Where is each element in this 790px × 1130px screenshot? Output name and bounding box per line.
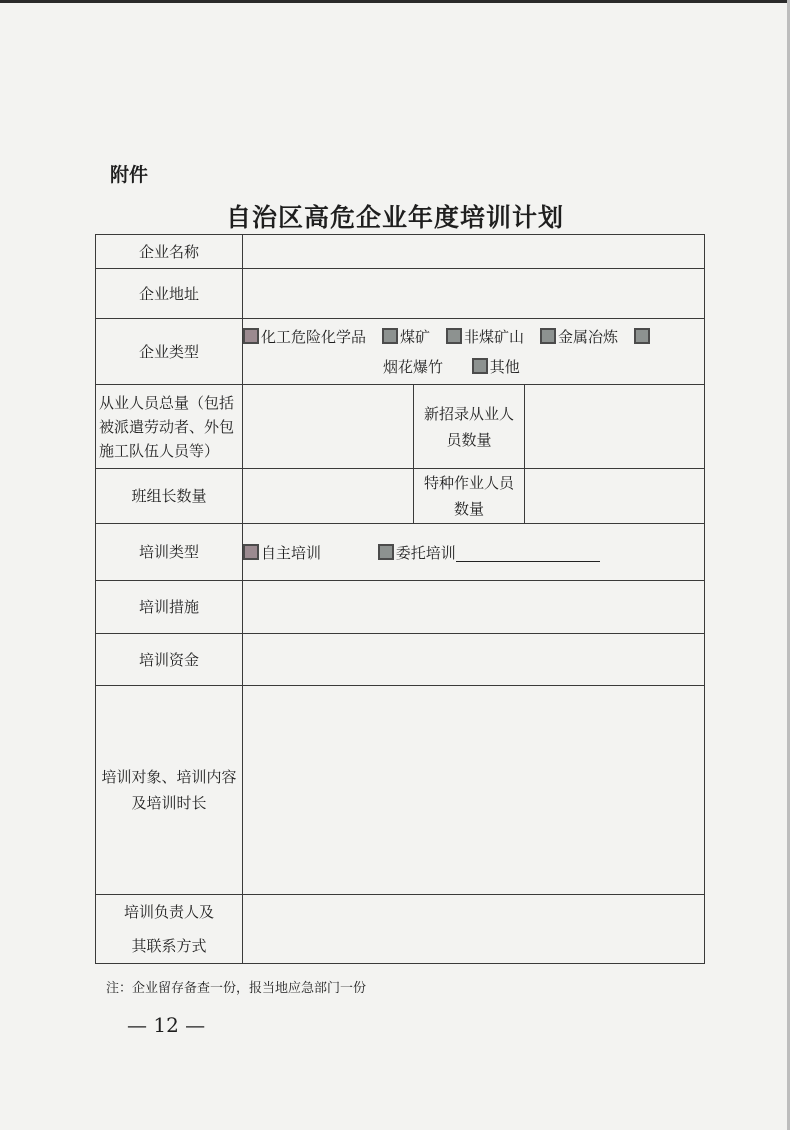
special-ops-field[interactable]	[525, 469, 705, 524]
new-staff-line-1: 新招录从业人	[423, 404, 514, 423]
document-title: 自治区高危企业年度培训计划	[225, 203, 564, 232]
company-address-label: 企业地址	[96, 269, 243, 319]
training-measures-label: 培训措施	[96, 581, 243, 634]
option-chemical[interactable]	[243, 322, 366, 352]
option-fireworks-checkbox[interactable]	[634, 322, 652, 352]
new-staff-label	[414, 385, 525, 469]
training-content-line-2: 及培训时长	[131, 794, 207, 812]
checkbox-icon[interactable]	[378, 544, 394, 560]
total-staff-label	[96, 385, 243, 469]
company-name-field[interactable]	[243, 235, 705, 269]
footnote: 注：企业留存备查一份，报当地应急部门一份	[106, 981, 367, 996]
option-label: 非煤矿山	[464, 327, 525, 346]
entrusted-party-blank[interactable]	[456, 545, 600, 562]
checkbox-icon[interactable]	[472, 358, 488, 374]
company-type-options	[243, 319, 705, 385]
person-in-charge-line-1: 培训负责人及	[123, 903, 214, 921]
company-address-field[interactable]	[243, 269, 705, 319]
option-other[interactable]	[472, 358, 520, 376]
training-funds-label: 培训资金	[96, 634, 243, 686]
option-non-coal-mine[interactable]	[446, 322, 524, 352]
option-self-training[interactable]	[243, 544, 321, 562]
option-label: 煤矿	[400, 327, 431, 346]
option-label: 委托培训	[395, 543, 456, 562]
training-content-label	[96, 686, 243, 895]
team-leader-field[interactable]	[243, 469, 414, 524]
new-staff-line-2: 员数量	[446, 430, 492, 449]
total-staff-field[interactable]	[243, 385, 414, 469]
option-fireworks-label: 烟花爆竹	[383, 357, 444, 376]
person-in-charge-label	[96, 895, 243, 964]
special-ops-label	[414, 469, 525, 524]
scan-top-edge	[0, 0, 790, 3]
row-company-type	[96, 319, 705, 385]
training-type-options	[243, 524, 705, 581]
option-metallurgy[interactable]	[540, 322, 618, 352]
row-training-type	[96, 524, 705, 581]
row-training-measures	[96, 581, 705, 634]
checkbox-icon[interactable]	[243, 328, 259, 344]
row-company-address	[96, 269, 705, 319]
total-staff-line-1: 从业人员总量（包括	[99, 393, 235, 412]
checkbox-icon[interactable]	[540, 328, 556, 344]
row-company-name	[96, 235, 705, 269]
row-training-content	[96, 686, 705, 895]
special-ops-line-2: 数量	[453, 500, 484, 518]
option-label: 自主培训	[261, 543, 322, 562]
person-in-charge-line-2: 其联系方式	[131, 937, 207, 955]
person-in-charge-field[interactable]	[243, 895, 705, 964]
company-name-label: 企业名称	[96, 235, 243, 269]
option-coal-mine[interactable]	[382, 322, 430, 352]
option-entrusted-training[interactable]	[378, 544, 600, 562]
total-staff-line-2: 被派遣劳动者、外包	[99, 417, 235, 436]
page-number: — 12 —	[127, 1013, 206, 1037]
row-staff	[96, 385, 705, 469]
training-content-field[interactable]	[243, 686, 705, 895]
checkbox-icon[interactable]	[634, 328, 650, 344]
special-ops-line-1: 特种作业人员	[423, 474, 514, 492]
option-label: 化工危险化学品	[261, 327, 367, 346]
training-funds-field[interactable]	[243, 634, 705, 686]
training-type-label: 培训类型	[96, 524, 243, 581]
team-leader-label: 班组长数量	[96, 469, 243, 524]
row-training-funds	[96, 634, 705, 686]
training-plan-form	[95, 234, 705, 964]
option-label: 金属冶炼	[558, 327, 619, 346]
training-measures-field[interactable]	[243, 581, 705, 634]
total-staff-line-3: 施工队伍人员等）	[99, 441, 220, 460]
row-team-leaders	[96, 469, 705, 524]
checkbox-icon[interactable]	[382, 328, 398, 344]
row-person-in-charge	[96, 895, 705, 964]
training-content-line-1: 培训对象、培训内容	[101, 768, 237, 786]
option-label: 其他	[489, 357, 520, 376]
company-type-label: 企业类型	[96, 319, 243, 385]
attachment-label: 附件	[110, 164, 149, 186]
checkbox-icon[interactable]	[243, 544, 259, 560]
checkbox-icon[interactable]	[446, 328, 462, 344]
new-staff-field[interactable]	[525, 385, 705, 469]
